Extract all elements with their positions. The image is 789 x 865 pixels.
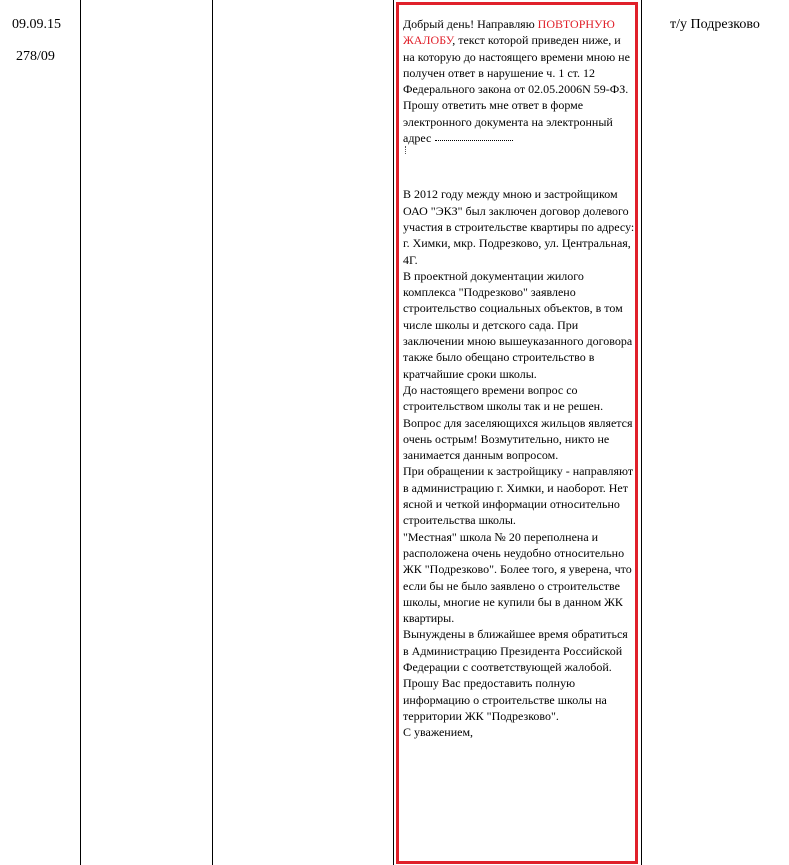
request-text: Прошу ответить мне ответ в форме электронного документа на электронный адрес (403, 98, 613, 146)
intro-paragraph (403, 16, 635, 97)
redaction-mark (405, 146, 410, 154)
body-paragraph: В 2012 году между мною и застройщиком ОАО "ЭКЗ" был заключен договор долевого участия в строительстве квартиры по адресу: г. Химки, мкр. Подрезково, ул. Центральная, 4Г. (403, 187, 635, 267)
body-paragraph: "Местная" школа № 20 переполнена и расположена очень неудобно относительно ЖК "Подрезково". Более того, я уверена, что если бы не было заявлено о строительстве школы, многие не купили бы в данном ЖК квартиры. (403, 529, 632, 626)
body-paragraph: До настоящего времени вопрос со строительством школы так и не решен. Вопрос для заселяющихся жильцов является очень острым! Возмутительно, никто не занимается данным вопросом. (403, 382, 633, 463)
territorial-unit: т/у Подрезково (670, 17, 760, 32)
registration-date: 09.09.15 (12, 17, 61, 32)
body-paragraph: В проектной документации жилого комплекса "Подрезково" заявлено строительство социальных объектов, в том числе школы и детского сада. При заключении мною вышеуказанного договора также было обещано строительство в кратчайшие сроки школы. (403, 268, 633, 381)
table-column-divider (641, 0, 642, 865)
body-paragraph: Прошу Вас предоставить полную информацию о строительстве школы на территории ЖК "Подрезково". (403, 676, 607, 723)
body-paragraph: Вынуждены в ближайшее время обратиться в Администрацию Президента Российской Федерации с соответствующей жалобой. (403, 627, 628, 674)
complaint-text (403, 16, 635, 740)
closing-line: С уважением, (403, 725, 474, 740)
registration-number: 278/09 (16, 49, 55, 64)
repeat-complaint-highlight: ПОВТОРНУЮ ЖАЛОБУ (403, 17, 615, 48)
table-column-divider (212, 0, 213, 865)
table-column-divider (393, 0, 394, 865)
request-paragraph (403, 97, 635, 154)
paragraph-gap (403, 154, 635, 186)
table-column-divider (80, 0, 81, 865)
body-paragraph: При обращении к застройщику - направляют в администрацию г. Химки, и наоборот. Нет ясной и четкой информации относительно строительства школы. (403, 464, 634, 528)
intro-after: , текст которой приведен ниже, и на которую до настоящего времени мною не получен ответ в нарушение ч. 1 ст. 12 Федерального закона от 02.05.2006N 59-ФЗ. (403, 33, 630, 97)
redacted-email (435, 138, 513, 141)
intro-before: Добрый день! Направляю (403, 17, 535, 31)
